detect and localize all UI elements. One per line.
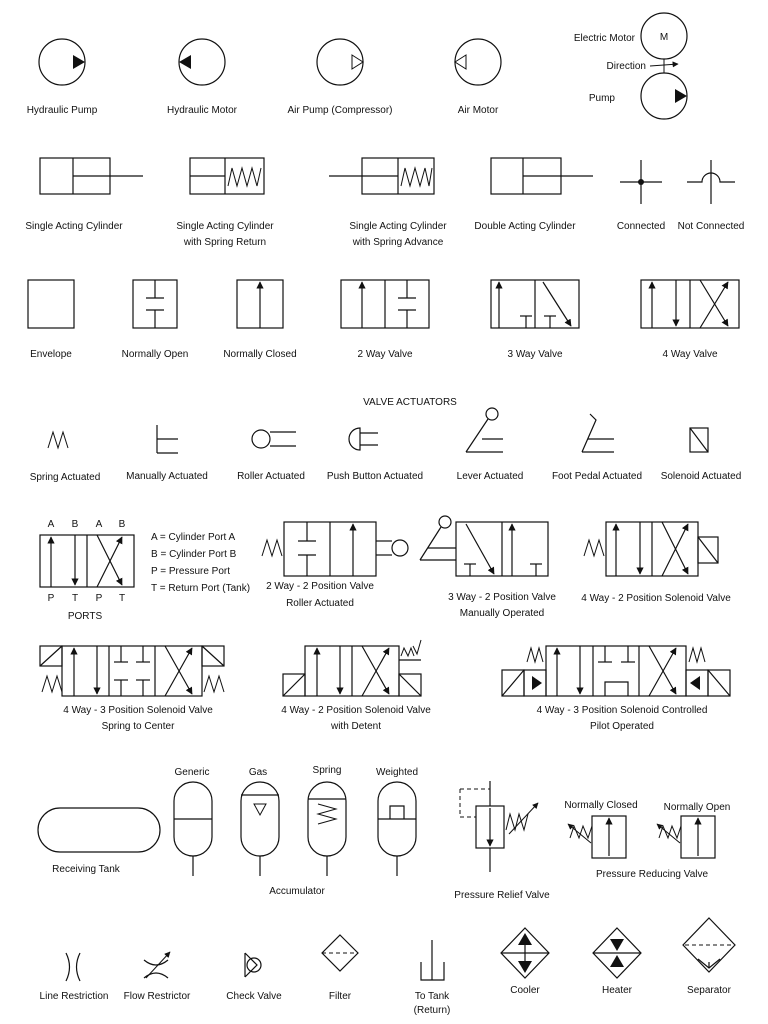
valve-actuators-heading: VALVE ACTUATORS: [363, 397, 457, 408]
legend-port-t: T = Return Port (Tank): [151, 583, 251, 594]
pressure-relief-valve-symbol: [460, 781, 538, 872]
accumulator-weighted-symbol: [378, 782, 416, 876]
two-way-two-position-roller-valve-symbol: [262, 522, 408, 576]
cooler-label: Cooler: [510, 985, 540, 996]
accumulator-label: Accumulator: [269, 886, 325, 897]
separator-label: Separator: [687, 985, 731, 996]
not-connected-label: Not Connected: [677, 221, 745, 232]
foot-pedal-actuated-symbol: [582, 414, 614, 452]
v22-roller-label-2: Roller Actuated: [286, 598, 354, 609]
v32-manual-label-1: 3 Way - 2 Position Valve: [448, 592, 556, 603]
generic-label: Generic: [174, 767, 210, 778]
flow-restrictor-symbol: [144, 952, 170, 978]
filter-label: Filter: [328, 991, 352, 1002]
three-way-two-position-manual-valve-symbol: [420, 516, 548, 576]
four-way-three-position-pilot-valve-symbol: [502, 646, 730, 696]
push-button-actuated-label: Push Button Actuated: [326, 471, 424, 482]
normally-open-label: Normally Open: [121, 349, 189, 360]
ports-valve-symbol: [40, 535, 134, 587]
v22-roller-label-1: 2 Way - 2 Position Valve: [266, 581, 374, 592]
check-valve-label: Check Valve: [226, 991, 282, 1002]
pressure-reducing-valve-label: Pressure Reducing Valve: [595, 869, 709, 880]
lever-actuated-label: Lever Actuated: [456, 471, 524, 482]
solenoid-actuated-symbol: [690, 428, 708, 452]
sac-spring-advance-label-1: Single Acting Cylinder: [349, 221, 447, 232]
solenoid-actuated-label: Solenoid Actuated: [660, 471, 742, 482]
three-way-valve-label: 3 Way Valve: [507, 349, 563, 360]
air-pump-label: Air Pump (Compressor): [287, 105, 393, 116]
port-label-b-2: B: [118, 519, 126, 530]
port-label-a-2: A: [95, 519, 103, 530]
v42-detent-label-2: with Detent: [330, 721, 382, 732]
to-tank-symbol: [421, 940, 444, 980]
v43-spring-center-label-2: Spring to Center: [101, 721, 175, 732]
accumulator-spring-symbol: [308, 782, 346, 876]
line-restriction-symbol: [66, 953, 80, 981]
hydraulic-pump-label: Hydraulic Pump: [26, 105, 98, 116]
pump-label: Pump: [588, 93, 615, 104]
hydraulic-motor-label: Hydraulic Motor: [166, 105, 238, 116]
accumulator-gas-symbol: [241, 782, 279, 876]
pressure-reducing-valve-normally-closed-symbol: [568, 816, 626, 858]
roller-actuated-symbol: [252, 430, 296, 448]
sac-spring-return-label-1: Single Acting Cylinder: [176, 221, 274, 232]
four-way-three-position-spring-center-valve-symbol: [40, 646, 224, 696]
air-pump-symbol: [317, 39, 363, 85]
port-label-t-2: T: [118, 593, 126, 604]
lever-actuated-symbol: [466, 408, 503, 452]
port-label-t-1: T: [71, 593, 79, 604]
roller-actuated-label: Roller Actuated: [237, 471, 305, 482]
filter-symbol: [322, 935, 358, 971]
cooler-symbol: [501, 928, 549, 978]
heater-label: Heater: [601, 985, 633, 996]
push-button-actuated-symbol: [349, 428, 378, 450]
heater-symbol: [593, 928, 641, 978]
port-label-p-1: P: [47, 593, 55, 604]
air-motor-symbol: [455, 39, 501, 85]
spring-label: Spring: [312, 765, 342, 776]
flow-restrictor-label: Flow Restrictor: [123, 991, 191, 1002]
four-way-two-position-detent-valve-symbol: [283, 640, 421, 696]
three-way-valve-symbol: [491, 280, 579, 328]
single-acting-cylinder-label: Single Acting Cylinder: [25, 221, 123, 232]
double-acting-cylinder-symbol: [491, 158, 593, 194]
legend-port-b: B = Cylinder Port B: [151, 549, 237, 560]
hydraulic-motor-symbol: [179, 39, 225, 85]
double-acting-cylinder-label: Double Acting Cylinder: [474, 221, 576, 232]
manually-actuated-symbol: [157, 425, 178, 453]
sac-spring-return-symbol: [190, 158, 264, 194]
normally-closed-label: Normally Closed: [223, 349, 297, 360]
spring-actuated-label: Spring Actuated: [29, 472, 101, 483]
to-tank-label-1: To Tank: [414, 991, 450, 1002]
sac-spring-advance-symbol: [329, 158, 434, 194]
sac-spring-return-label-2: with Spring Return: [183, 237, 267, 248]
line-restriction-label: Line Restriction: [39, 991, 109, 1002]
envelope-symbol: [28, 280, 74, 328]
prv-normally-open-label: Normally Open: [663, 802, 731, 813]
v42-detent-label-1: 4 Way - 2 Position Solenoid Valve: [281, 705, 431, 716]
direction-label: Direction: [606, 61, 646, 72]
motor-letter: M: [659, 32, 669, 43]
two-way-valve-symbol: [341, 280, 429, 328]
receiving-tank-symbol: [38, 808, 160, 852]
four-way-valve-label: 4 Way Valve: [662, 349, 718, 360]
legend-port-p: P = Pressure Port: [151, 566, 231, 577]
electric-motor-pump-symbol: [641, 13, 687, 119]
pressure-reducing-valve-normally-open-symbol: [657, 816, 715, 858]
to-tank-label-2: (Return): [413, 1005, 451, 1016]
connected-label: Connected: [616, 221, 666, 232]
weighted-label: Weighted: [375, 767, 419, 778]
pressure-relief-valve-label: Pressure Relief Valve: [454, 890, 550, 901]
hydraulic-pump-symbol: [39, 39, 85, 85]
four-way-valve-symbol: [641, 280, 739, 328]
prv-normally-closed-label: Normally Closed: [564, 800, 638, 811]
v43-pilot-label-2: Pilot Operated: [590, 721, 654, 732]
port-label-a-1: A: [47, 519, 55, 530]
sac-spring-advance-label-2: with Spring Advance: [352, 237, 444, 248]
normally-open-symbol: [133, 280, 177, 328]
connected-symbol: [620, 160, 662, 204]
gas-label: Gas: [248, 767, 268, 778]
two-way-valve-label: 2 Way Valve: [357, 349, 413, 360]
envelope-label: Envelope: [30, 349, 72, 360]
spring-actuated-symbol: [48, 432, 68, 448]
v32-manual-label-2: Manually Operated: [459, 608, 545, 619]
foot-pedal-actuated-label: Foot Pedal Actuated: [551, 471, 643, 482]
normally-closed-symbol: [237, 280, 283, 328]
check-valve-symbol: [245, 953, 261, 977]
v43-spring-center-label-1: 4 Way - 3 Position Solenoid Valve: [63, 705, 213, 716]
v42-solenoid-label: 4 Way - 2 Position Solenoid Valve: [581, 593, 731, 604]
legend-port-a: A = Cylinder Port A: [151, 532, 236, 543]
manually-actuated-label: Manually Actuated: [126, 471, 208, 482]
single-acting-cylinder-symbol: [40, 158, 143, 194]
port-label-b-1: B: [71, 519, 79, 530]
electric-motor-label: Electric Motor: [573, 33, 635, 44]
ports-label: PORTS: [67, 611, 103, 622]
port-label-p-2: P: [95, 593, 103, 604]
receiving-tank-label: Receiving Tank: [52, 864, 120, 875]
separator-symbol: [683, 918, 735, 972]
not-connected-symbol: [687, 160, 735, 204]
air-motor-label: Air Motor: [457, 105, 499, 116]
four-way-two-position-solenoid-valve-symbol: [584, 522, 718, 576]
accumulator-generic-symbol: [174, 782, 212, 876]
v43-pilot-label-1: 4 Way - 3 Position Solenoid Controlled: [536, 705, 708, 716]
